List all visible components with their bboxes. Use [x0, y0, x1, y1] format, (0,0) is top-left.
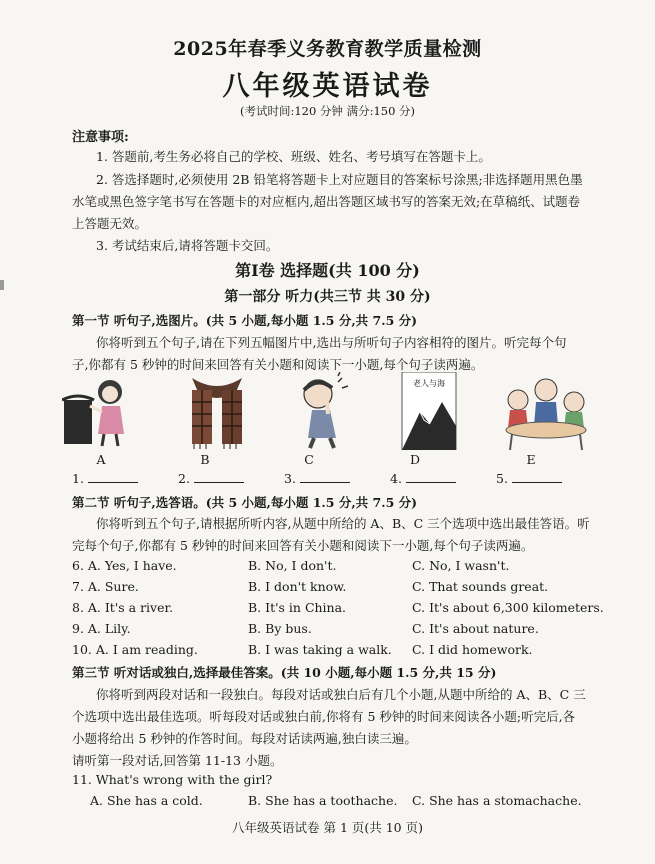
q11-option-b[interactable]: B. She has a toothache. — [248, 793, 398, 808]
q6-option-b[interactable]: B. No, I don't. — [248, 558, 337, 573]
girl-cooking-icon — [62, 372, 140, 450]
q11-option-a[interactable]: A. She has a cold. — [90, 793, 203, 808]
q8-option-b[interactable]: B. It's in China. — [248, 600, 347, 615]
answer-blank-number: 2. — [178, 471, 190, 486]
note-line-4: 上答题无效。 — [72, 216, 148, 231]
answer-blank-2[interactable] — [178, 470, 244, 486]
answer-blank-5[interactable] — [496, 470, 562, 486]
boy-headache-icon — [282, 372, 360, 450]
section3-heading: 第三节 听对话或独白,选择最佳答案。(共 10 小题,每小题 1.5 分,共 15 分) — [72, 665, 497, 680]
notes-heading: 注意事项: — [72, 130, 129, 145]
family-dinner-icon — [500, 372, 590, 450]
q7-option-a[interactable]: 7. A. Sure. — [72, 579, 139, 594]
q10-option-b[interactable]: B. I was taking a walk. — [248, 642, 392, 657]
part-title: 第一部分 听力(共三节 共 30 分) — [224, 289, 431, 305]
q8-option-a[interactable]: 8. A. It's a river. — [72, 600, 174, 615]
picture-label-b: B — [200, 452, 210, 467]
section2-heading: 第二节 听句子,选答语。(共 5 小题,每小题 1.5 分,共 7.5 分) — [72, 495, 418, 510]
q9-option-c[interactable]: C. It's about nature. — [412, 621, 539, 636]
answer-blank-number: 1. — [72, 471, 84, 486]
scarf-icon — [178, 372, 256, 450]
answer-blank-number: 3. — [284, 471, 296, 486]
section1-heading: 第一节 听句子,选图片。(共 5 小题,每小题 1.5 分,共 7.5 分) — [72, 313, 418, 328]
q7-option-c[interactable]: C. That sounds great. — [412, 579, 549, 594]
answer-blank-1[interactable] — [72, 470, 138, 486]
section2-instruction-2: 完每个句子,你都有 5 秒钟的时间来回答有关小题和阅读下一小题,每个句子读两遍。 — [72, 538, 534, 553]
section3-instruction-1: 你将听到两段对话和一段独白。每段对话或独白后有几个小题,从题中所给的 A、B、C 三 — [96, 687, 586, 702]
mountain-poster-icon — [390, 372, 468, 450]
answer-blank-4[interactable] — [390, 470, 456, 486]
note-line-5: 3. 考试结束后,请将答题卡交回。 — [96, 238, 279, 253]
answer-blank-number: 5. — [496, 471, 508, 486]
note-line-2: 2. 答选择题时,必须使用 2B 铅笔将答题卡上对应题目的答案标号涂黑;非选择题用黑色墨 — [96, 172, 583, 187]
q8-option-c[interactable]: C. It's about 6,300 kilometers. — [412, 600, 604, 615]
section3-prompt: 请听第一段对话,回答第 11-13 小题。 — [72, 753, 283, 768]
q11-stem: 11. What's wrong with the girl? — [72, 772, 273, 787]
volume-title: 第Ⅰ卷 选择题(共 100 分) — [235, 261, 420, 280]
note-line-3: 水笔或黑色签字笔书写在答题卡的对应框内,超出答题区域书写的答案无效;在草稿纸、试题卷 — [72, 194, 581, 209]
poster-caption: 老人与海 — [413, 379, 445, 388]
answer-blank-3[interactable] — [284, 470, 350, 486]
section2-instruction-1: 你将听到五个句子,请根据所听内容,从题中所给的 A、B、C 三个选项中选出最佳答语。听 — [96, 516, 590, 531]
section1-instruction-2: 子,你都有 5 秒钟的时间来回答有关小题和阅读下一小题,每个句子读两遍。 — [72, 357, 484, 372]
q10-option-a[interactable]: 10. A. I am reading. — [72, 642, 198, 657]
q9-option-a[interactable]: 9. A. Lily. — [72, 621, 131, 636]
answer-blank-number: 4. — [390, 471, 402, 486]
exam-subtitle: 八年级英语试卷 — [222, 71, 433, 102]
note-line-1: 1. 答题前,考生务必将自己的学校、班级、姓名、考号填写在答题卡上。 — [96, 149, 491, 164]
q10-option-c[interactable]: C. I did homework. — [412, 642, 533, 657]
q6-option-c[interactable]: C. No, I wasn't. — [412, 558, 510, 573]
section3-instruction-2: 个选项中选出最佳选项。听每段对话或独白前,你将有 5 秒钟的时间来阅读各小题;听完后,各 — [72, 709, 576, 724]
q11-option-c[interactable]: C. She has a stomachache. — [412, 793, 582, 808]
page-footer: 八年级英语试卷 第 1 页(共 10 页) — [232, 820, 423, 835]
picture-label-d: D — [409, 452, 421, 467]
exam-info: (考试时间:120 分钟 满分:150 分) — [239, 104, 416, 118]
picture-label-e: E — [526, 452, 536, 467]
section3-instruction-3: 小题将给出 5 秒钟的作答时间。每段对话读两遍,独白读三遍。 — [72, 731, 417, 746]
section1-instruction-1: 你将听到五个句子,请在下列五幅图片中,选出与所听句子内容相符的图片。听完每个句 — [96, 335, 567, 350]
q9-option-b[interactable]: B. By bus. — [248, 621, 312, 636]
q7-option-b[interactable]: B. I don't know. — [248, 579, 347, 594]
q6-option-a[interactable]: 6. A. Yes, I have. — [72, 558, 177, 573]
picture-row — [60, 372, 600, 452]
exam-title: 2025年春季义务教育教学质量检测 — [173, 38, 482, 60]
picture-label-c: C — [304, 452, 314, 467]
picture-label-a: A — [96, 452, 106, 467]
